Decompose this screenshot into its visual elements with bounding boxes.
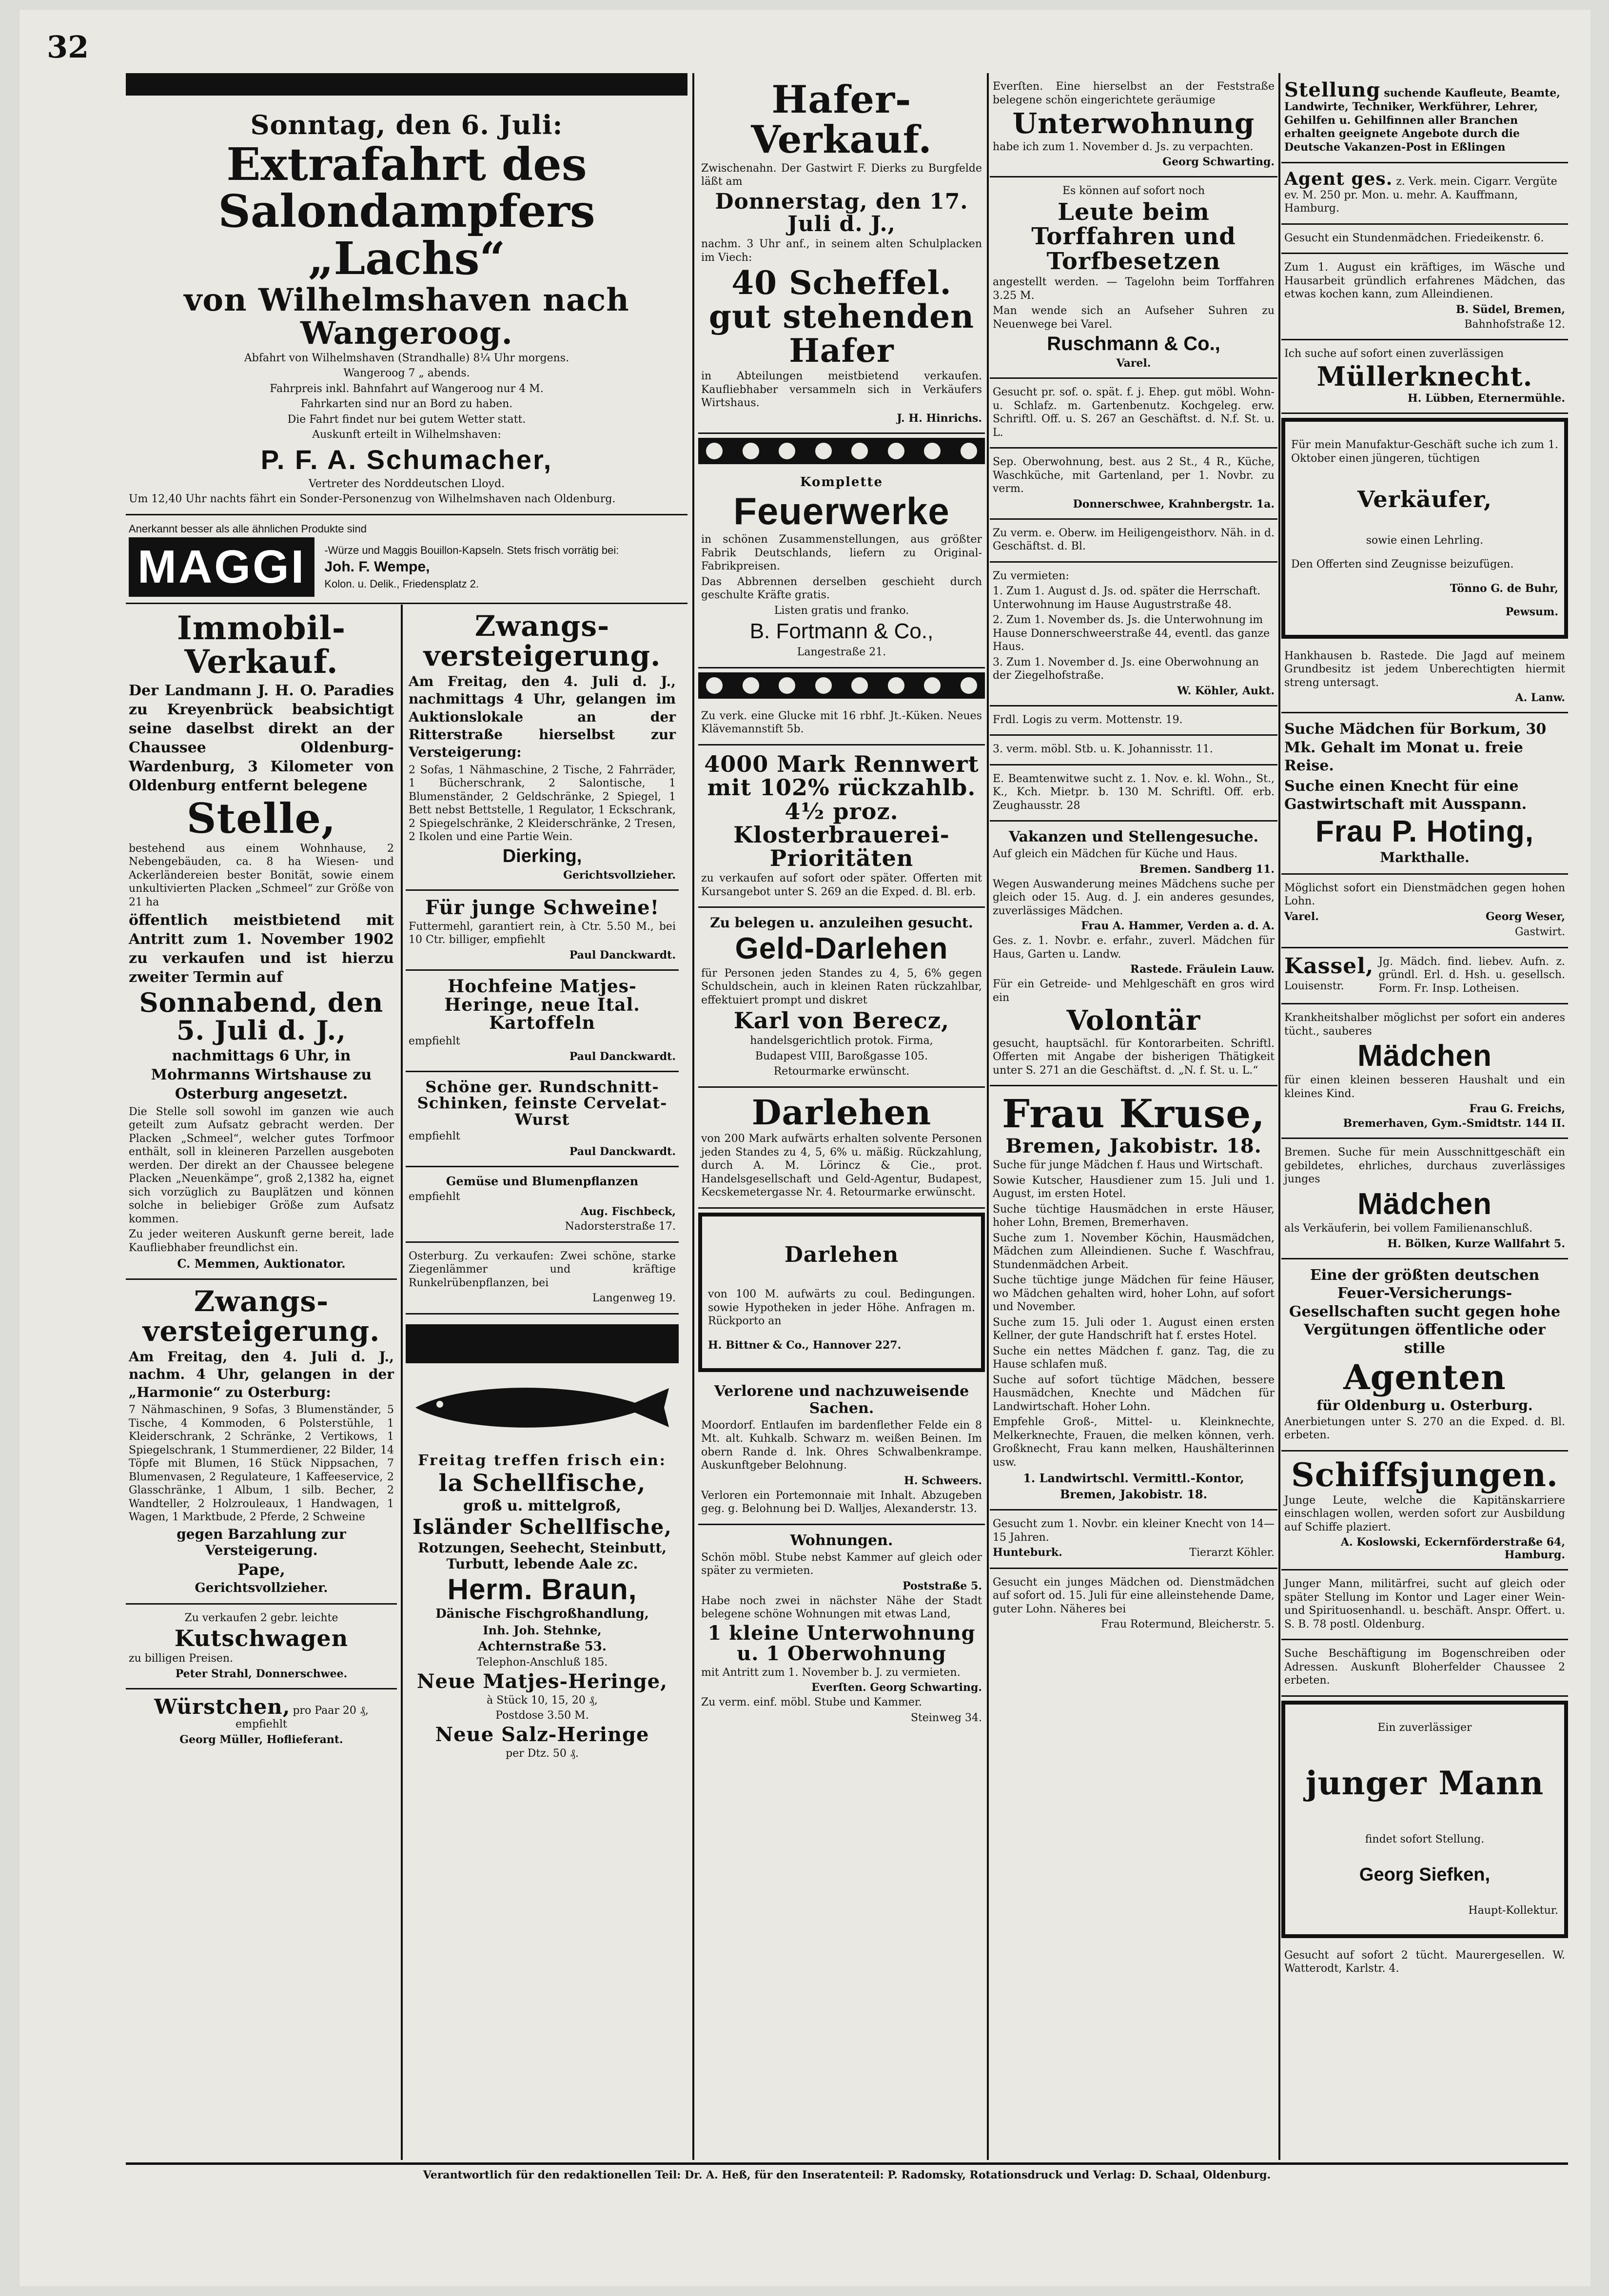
agent-ad xyxy=(1281,163,1568,225)
maurer-text: Gesucht auf sofort 2 tücht. Maurergesellen. W. Watterodt, Karlstr. 4. xyxy=(1284,1949,1565,1975)
kassel-text: Jg. Mädch. find. liebev. Aufn. z. gründl. Erl. d. Hsh. u. gesellsch. Form. Fr. Insp. Lotheisen. xyxy=(1378,955,1565,995)
gemuese-addr: Nadorsterstraße 17. xyxy=(565,1220,676,1233)
kassel-title: Kassel, xyxy=(1284,953,1374,979)
everst-sign: Georg Schwarting. xyxy=(1162,156,1275,169)
wohnungen-s3: Steinweg 34. xyxy=(910,1711,982,1724)
feuerversich-text2: Anerbietungen unter S. 270 an die Exped. d. Bl. erbeten. xyxy=(1284,1415,1565,1442)
fisch-tel: Telephon-Anschluß 185. xyxy=(476,1656,608,1669)
schiff-sign: A. Koslowski, Eckernförderstraße 64, Hamburg. xyxy=(1340,1536,1565,1562)
knecht-ad xyxy=(990,1511,1277,1569)
hafer-text3: in Abteilungen meistbietend verkaufen. Kaufliebhaber versammeln sich in Verkäufers Wirtshaus. xyxy=(701,370,982,410)
ship-agent-note: Vertreter des Norddeutschen Lloyd. xyxy=(308,477,505,490)
ship-ad xyxy=(126,104,687,515)
jagd-sign: A. Lanw. xyxy=(1515,691,1565,705)
stunden-ad xyxy=(1281,225,1568,255)
geld-ad xyxy=(698,908,985,1087)
immobil-text2: bestehend aus einem Wohnhause, 2 Nebengebäuden, ca. 8 ha Wiesen- und Ackerländereien bester Bonität, sowie einem unkultivierten Placken „Schmeel“ zur Größe von 21 ha xyxy=(129,842,394,908)
wohnungen-t3: mit Antritt zum 1. November b. J. zu vermieten. xyxy=(701,1666,961,1679)
glucke-text: Zu verk. eine Glucke mit 16 rbhf. Jt.-Küken. Neues Klävemannstift 5b. xyxy=(701,709,982,736)
matjes-ad xyxy=(406,971,679,1072)
leute-ad xyxy=(990,177,1277,379)
mark-text: zu verkaufen auf sofort oder später. Offerten mit Kursangebot unter S. 269 an die Exped. d. Bl. erb. xyxy=(701,872,982,898)
jagd-ad xyxy=(1281,643,1568,714)
schinken-title: Schöne ger. Rundschnitt-Schinken, feinste Cervelat-Wurst xyxy=(417,1077,667,1129)
maggi-ad xyxy=(126,515,687,605)
ship-headline: Extrafahrt des Salondampfers „Lachs“ xyxy=(218,137,595,285)
maedchen2-title: Mädchen xyxy=(1357,1187,1492,1221)
zwang2-ad xyxy=(126,1280,397,1604)
vakanz-title: Vakanzen und Stellengesuche. xyxy=(1008,828,1259,846)
fisch-l2: groß u. mittelgroß, xyxy=(463,1497,622,1515)
mann1-ad xyxy=(1281,1570,1568,1640)
knecht-text: Gesucht zum 1. Novbr. ein kleiner Knecht von 14—15 Jahren. xyxy=(993,1518,1275,1544)
column-4 xyxy=(990,73,1277,1639)
knecht-s2: Tierarzt Köhler. xyxy=(1189,1547,1275,1559)
ship-train-note: Um 12,40 Uhr nachts fährt ein Sonder-Personenzug von Wilhelmshaven nach Oldenburg. xyxy=(129,493,616,506)
feuer-pre: Komplette xyxy=(800,474,883,490)
small5-text: 3. verm. möbl. Stb. u. K. Johannisstr. 11. xyxy=(993,743,1213,756)
mann2-pre: Ein zuverlässiger xyxy=(1377,1721,1472,1734)
kruse-firm-addr: Bremen, Jakobistr. 18. xyxy=(1060,1487,1207,1502)
leute-city: Varel. xyxy=(1116,357,1151,370)
zwang2-title: Zwangs-versteigerung. xyxy=(142,1285,380,1348)
matjes-pre: empfiehlt xyxy=(409,1035,460,1048)
everst-title: Unterwohnung xyxy=(1012,107,1255,140)
verkaeufer-text: Für mein Manufaktur-Geschäft suche ich zum 1. Oktober einen jüngeren, tüchtigen xyxy=(1291,439,1558,465)
suedel-text: Zum 1. August ein kräftiges, im Wäsche und Hausarbeit gründlich erfahrenes Mädchen, das etwas kochen kann, zum Alleindienen. xyxy=(1284,261,1565,301)
glucke-ad xyxy=(698,703,985,746)
maggi-logo: MAGGI xyxy=(129,537,314,597)
small1-ad xyxy=(990,379,1277,449)
osterburg-sign: Langenweg 19. xyxy=(592,1292,676,1305)
mark-big: 4000 Mark Rennwert mit 102% rückzahlb. 4½ proz. Klosterbrauerei-Prioritäten xyxy=(704,750,979,872)
zwang1-sign: Dierking, xyxy=(502,845,582,866)
schweine-text: Futtermehl, garantiert rein, à Ctr. 5.50 M., bei 10 Ctr. billiger, empfiehlt xyxy=(409,920,676,946)
maggi-dealer: Joh. F. Wempe, xyxy=(324,559,430,575)
fisch-l3: Isländer Schellfische, xyxy=(412,1515,672,1539)
darlehen1-text: von 200 Mark aufwärts erhalten solvente Personen jeden Standes zu 4, 5, 6% u. mäßig. Rückzahlung, durch A. M. Lörincz & Cie., prot. Handelsgesellschaft und Geld-Agentur, Budapest, Kecskemetergasse Nr. 4. Retourmarke erwünscht. xyxy=(701,1133,982,1199)
rule-bar xyxy=(126,73,687,96)
hafer-text: Zwischenahn. Der Gastwirt F. Dierks zu Burgfelde läßt am xyxy=(701,162,982,188)
gemuese-ad xyxy=(406,1167,679,1243)
suedel-addr: Bahnhofstraße 12. xyxy=(1464,318,1565,331)
vakanz-t3: Ges. z. 1. Novbr. e. erfahr., zuverl. Mädchen für Haus, Garten u. Landw. xyxy=(993,935,1275,961)
koehler-l1: 1. Zum 1. August d. Js. od. später die Herrschaft. Unterwohnung im Hause Augustrstraße 48. xyxy=(993,585,1261,611)
feuer-addr: Langestraße 21. xyxy=(797,646,886,659)
suedel-ad xyxy=(1281,254,1568,340)
verkaeufer-text3: Den Offerten sind Zeugnisse beizufügen. xyxy=(1291,558,1514,571)
koehler-ad xyxy=(990,563,1277,706)
geld-title: Geld-Darlehen xyxy=(735,932,948,966)
gemuese-pre: empfiehlt xyxy=(409,1190,460,1203)
zwang2-bold: Am Freitag, den 4. Juli d. J., nachm. 4 Uhr, gelangen in der „Harmonie“ zu Osterburg: xyxy=(129,1348,394,1400)
leute-text: angestellt werden. — Tagelohn beim Torffahren 3.25 M. xyxy=(993,276,1275,302)
vakanz-t5: gesucht, hauptsächl. für Kontorarbeiten. Schriftl. Offerten mit Angabe der bisherigen Thätigkeit unter S. 271 an die Geschäftst. d. „N. f. St. u. L.“ xyxy=(993,1037,1275,1077)
kruse-ad xyxy=(990,1086,1277,1511)
kassel-ad xyxy=(1281,948,1568,1005)
mueller-pre: Ich suche auf sofort einen zuverlässigen xyxy=(1284,348,1504,360)
immobil-time: nachmittags 6 Uhr, in Mohrmanns Wirtshause zu Osterburg angesetzt. xyxy=(151,1047,372,1102)
buch-ad xyxy=(1281,1640,1568,1697)
zwang2-sign: Pape, xyxy=(237,1560,285,1579)
zwang1-title: Zwangs-versteigerung. xyxy=(423,609,661,672)
osterburg-text: Osterburg. Zu verkaufen: Zwei schöne, starke Ziegenlämmer und kräftige Runkelrübenpflanzen, bei xyxy=(409,1250,676,1289)
fisch-firm: Herm. Braun, xyxy=(447,1573,637,1606)
weser-ad xyxy=(1281,875,1568,948)
darlehen2-sign: H. Bittner & Co., Hannover 227. xyxy=(708,1338,902,1352)
maedchen2-pre: Bremen. Suche für mein Ausschnittgeschäft ein gebildetes, ehrliches, durchaus zuverlässiges junges xyxy=(1284,1146,1565,1186)
maedchen1-pre: Krankheitshalber möglichst per sofort ein anderes tücht., sauberes xyxy=(1284,1012,1565,1038)
immobil-text3: Die Stelle soll sowohl im ganzen wie auch geteilt zum Aufsatz gebracht werden. Der Placken „Schmeel“, welcher gutes Torfmoor enthält, soll in kleineren Parzellen ausgeboten werden. Der direkt an der Chaussee belegene Placken „Neuenkämpe“, groß 2,1382 ha, eignet sich vorzüglich zu Bauplätzen und können solche in beliebiger Größe zum Aufsatz kommen. xyxy=(129,1105,394,1225)
column-3 xyxy=(698,73,985,1732)
ship-date: Sonntag, den 6. Juli: xyxy=(250,109,563,140)
column-1-top xyxy=(126,73,687,604)
darlehen2-title: Darlehen xyxy=(784,1242,899,1267)
feuer-text3: Listen gratis und franko. xyxy=(774,604,909,617)
feuerversich-sub: für Oldenburg u. Osterburg. xyxy=(1316,1397,1533,1413)
kruse-addr: Bremen, Jakobistr. 18. xyxy=(1005,1135,1262,1158)
geld-pre: Zu belegen u. anzuleihen gesucht. xyxy=(710,915,973,931)
kruse-t6: Suche zum 15. Juli oder 1. August einen ersten Kellner, der gute Handschrift hat f. erstes Hotel. xyxy=(993,1316,1275,1342)
hoting-sub: Markthalle. xyxy=(1380,849,1470,865)
mann2-sign2: Haupt-Kollektur. xyxy=(1468,1904,1558,1917)
ship-line: Abfahrt von Wilhelmshaven (Strandhalle) 8¼ Uhr morgens. xyxy=(244,352,569,364)
fisch-m2: à Stück 10, 15, 20 ₰, xyxy=(487,1694,598,1707)
small2-ad xyxy=(990,449,1277,520)
immobil-bold: öffentlich meistbietend mit Antritt zum 1. November 1902 zu verkaufen und ist hierzu zweiter Termin auf xyxy=(129,912,394,986)
ship-agent: P. F. A. Schumacher, xyxy=(260,444,553,475)
mann1-text: Junger Mann, militärfrei, sucht auf gleich oder später Stellung im Kontor und Lager einer Wein- und Spirituosenhandl. u. beschäft. Anspr. Offert. u. S. B. 78 postl. Oldenburg. xyxy=(1284,1578,1565,1630)
immobil-date: Sonnabend, den 5. Juli d. J., xyxy=(139,987,384,1046)
wohnungen-t4: Zu verm. einf. möbl. Stube und Kammer. xyxy=(701,1696,922,1708)
zwang1-ad xyxy=(406,605,679,891)
maedchen1-sign: Frau G. Freichs, xyxy=(1469,1102,1565,1116)
feuer-text2: Das Abbrennen derselben geschieht durch geschulte Kräfte gratis. xyxy=(701,575,982,602)
page-number: 32 xyxy=(47,29,89,65)
ornament-border xyxy=(698,672,985,699)
verkaeufer-text2: sowie einen Lehrling. xyxy=(1366,534,1484,547)
maedchen1-ad xyxy=(1281,1004,1568,1139)
leute-pre: Es können auf sofort noch xyxy=(1062,185,1205,197)
mann2-title: junger Mann xyxy=(1305,1764,1544,1803)
feuer-firm: B. Fortmann & Co., xyxy=(749,619,934,644)
kruse-t5: Suche tüchtige junge Mädchen für feine Häuser, wo Mädchen gehalten wird, hoher Lohn, auf sofort und November. xyxy=(993,1274,1275,1314)
kutsch-ad xyxy=(126,1605,397,1689)
borkum-ad xyxy=(1281,713,1568,875)
wuerst-price: pro Paar 20 ₰, empfiehlt xyxy=(235,1704,369,1730)
wuerst-sign: Georg Müller, Hoflieferant. xyxy=(179,1733,343,1746)
hafer-title: Hafer-Verkauf. xyxy=(751,78,932,162)
feuer-ad xyxy=(698,468,985,668)
maedchen2-ad xyxy=(1281,1139,1568,1259)
column-rule xyxy=(1278,73,1280,2160)
hafer-sign: J. H. Hinrichs. xyxy=(897,412,982,425)
hafer-big: 40 Scheffel. gut stehenden Hafer xyxy=(708,264,975,370)
maggi-top-line: Anerkannt besser als alle ähnlichen Produkte sind xyxy=(129,522,367,535)
wohnungen-big1: 1 kleine Unterwohnung u. 1 Oberwohnung xyxy=(707,1621,976,1665)
maggi-line: -Würze und Maggis Bouillon-Kapseln. Stets frisch vorrätig bei: xyxy=(324,544,619,556)
small5-ad xyxy=(990,736,1277,765)
leute-title: Leute beim Torffahren und Torfbesetzen xyxy=(1031,198,1236,275)
hafer-text2: nachm. 3 Uhr anf., in seinem alten Schulplacken im Viech: xyxy=(701,238,982,264)
small3-ad xyxy=(990,520,1277,563)
darlehen1-title: Darlehen xyxy=(751,1092,932,1133)
schweine-sign: Paul Danckwardt. xyxy=(569,948,676,962)
small4-ad xyxy=(990,706,1277,736)
fisch-ad xyxy=(406,1445,679,1768)
fisch-m3: Postdose 3.50 M. xyxy=(495,1709,589,1722)
kruse-t7: Suche ein nettes Mädchen f. ganz. Tag, die zu Hause schlafen muß. xyxy=(993,1345,1275,1371)
fisch-firm2: Dänische Fischgroßhandlung, xyxy=(435,1607,649,1622)
osterburg-ad xyxy=(406,1243,679,1315)
darlehen2-ad xyxy=(698,1213,985,1372)
zwang1-list: 2 Sofas, 1 Nähmaschine, 2 Tische, 2 Fahrräder, 1 Bücherschrank, 2 Salontische, 1 Blumenständer, 2 Geldschränke, 2 Spiegel, 1 Bett nebst Bettstelle, 1 Regulator, 1 Eckschrank, 2 Spiegelschränke, 2 Kleiderschränke, 2 Tresen, 2 Ikolen und eine Partie Wein. xyxy=(409,764,676,844)
fish-icon xyxy=(406,1381,679,1434)
column-rule xyxy=(401,605,403,2160)
weser-sign2: Gastwirt. xyxy=(1514,926,1565,939)
geld-firm2: handelsgerichtlich protok. Firma, xyxy=(750,1035,933,1047)
kutsch-sign: Peter Strahl, Donnerschwee. xyxy=(175,1667,348,1680)
borkum-t2: Suche einen Knecht für eine Gastwirtschaft mit Ausspann. xyxy=(1284,777,1527,813)
kruse-t9: Empfehle Groß-, Mittel- u. Kleinknechte, Melkerknechte, Frauen, die melken können, verh. Großknecht, Frau kann melken, Haushälterinnen usw. xyxy=(993,1416,1275,1469)
maedchen1-title: Mädchen xyxy=(1357,1039,1492,1073)
wohnungen-s1: Poststraße 5. xyxy=(903,1579,982,1592)
kruse-title: Frau Kruse, xyxy=(1001,1091,1266,1137)
feuerversich-text: Eine der größten deutschen Feuer-Versicherungs-Gesellschaften sucht gegen hohe Vergütungen öffentliche oder stille xyxy=(1289,1266,1561,1357)
mueller-ad xyxy=(1281,340,1568,414)
vakanz-s1: Bremen. Sandberg 11. xyxy=(1139,863,1275,876)
geld-note: Retourmarke erwünscht. xyxy=(773,1065,910,1078)
darlehen1-ad xyxy=(698,1088,985,1209)
weser-city: Varel. xyxy=(1284,910,1319,923)
vakanz-t2: Wegen Auswanderung meines Mädchens suche per gleich oder 15. Aug. d. J. ein anderes gesundes, zuverlässiges Mädchen. xyxy=(993,878,1275,917)
kutsch-title: Kutschwagen xyxy=(174,1625,349,1652)
rotermund-sign: Frau Rotermund, Bleicherstr. 5. xyxy=(1100,1618,1275,1631)
small2-sign: Donnerschwee, Krahnbergstr. 1a. xyxy=(1073,497,1275,510)
fisch-addr: Achternstraße 53. xyxy=(478,1639,607,1654)
schiff-title: Schiffsjungen. xyxy=(1291,1455,1558,1494)
koehler-l2: 2. Zum 1. November ds. Js. die Unterwohnung im Hause Donnerschweerstraße 44, eventl. das ganze Haus. xyxy=(993,614,1270,653)
vakanz-title2: Volontär xyxy=(1066,1004,1201,1037)
ship-route: von Wilhelmshaven nach Wangeroog. xyxy=(184,282,629,352)
vakanz-ad xyxy=(990,822,1277,1086)
wohnungen-t2: Habe noch zwei in nächster Nähe der Stadt belegene schöne Wohnungen mit etwas Land, xyxy=(701,1594,982,1620)
gemuese-sign: Aug. Fischbeck, xyxy=(580,1205,676,1218)
vakanz-s2: Frau A. Hammer, Verden a. d. A. xyxy=(1081,920,1275,933)
wohnungen-t1: Schön möbl. Stube nebst Kammer auf gleich oder später zu vermieten. xyxy=(701,1551,982,1577)
everst-text2: habe ich zum 1. November d. Js. zu verpachten. xyxy=(993,140,1254,153)
verkaeufer-title: Verkäufer, xyxy=(1357,486,1492,513)
fisch-head: Freitag treffen frisch ein: xyxy=(418,1452,667,1469)
rotermund-ad xyxy=(990,1569,1277,1639)
suedel-sign: B. Südel, Bremen, xyxy=(1456,303,1565,316)
kruse-t3: Suche tüchtige Hausmädchen in erste Häuser, hoher Lohn, Bremen, Bremerhaven. xyxy=(993,1203,1275,1229)
small6-ad xyxy=(990,765,1277,822)
maedchen1-addr: Bremerhaven, Gym.-Smidtstr. 144 II. xyxy=(1343,1117,1565,1130)
verkaeufer-city: Pewsum. xyxy=(1505,605,1558,618)
geld-firm: Karl von Berecz, xyxy=(733,1007,950,1034)
schinken-sign: Paul Danckwardt. xyxy=(569,1145,676,1158)
fisch-l1: la Schellfische, xyxy=(438,1469,646,1497)
immobil-text4: Zu jeder weiteren Auskunft gerne bereit, lade Kaufliebhaber freundlichst ein. xyxy=(129,1228,394,1254)
fisch-m5: per Dtz. 50 ₰. xyxy=(506,1747,579,1760)
column-rule xyxy=(987,73,989,2160)
hoting-title: Frau P. Hoting, xyxy=(1315,814,1534,848)
wohnungen-s2: Everſten. Georg Schwarting. xyxy=(811,1681,982,1694)
ornament-border xyxy=(698,438,985,464)
schweine-ad xyxy=(406,891,679,971)
ship-line: Die Fahrt findet nur bei gutem Wetter statt. xyxy=(287,413,526,426)
verloren-t1: Moordorf. Entlaufen im bardenflether Felde ein 8 Mt. alt. Kuhkalb. Schwarz m. weißen Beinen. Im obern Rande d. lnk. Ohres Schwalbenkrampe. Auskunftgeber Belohnung. xyxy=(701,1419,982,1472)
schiff-text: Junge Leute, welche die Kapitänskarriere einschlagen wollen, werden sofort zur Ausbildung auf Schiffe plaziert. xyxy=(1284,1494,1565,1533)
vakanz-s3: Rastede. Fräulein Lauw. xyxy=(1130,963,1275,976)
rule-bar xyxy=(406,1324,679,1363)
mueller-title: Müllerknecht. xyxy=(1316,360,1533,392)
mann2-sign: Georg Siefken, xyxy=(1359,1864,1491,1885)
zwang2-sign2: Gerichtsvollzieher. xyxy=(195,1580,328,1595)
hafer-date: Donnerstag, den 17. Juli d. J., xyxy=(715,189,968,236)
verkaeufer-ad xyxy=(1281,418,1568,638)
fisch-m1: Neue Matjes-Heringe, xyxy=(416,1669,668,1693)
kruse-t1: Suche für junge Mädchen f. Haus und Wirtschaft. xyxy=(993,1159,1263,1172)
stellung-ad xyxy=(1281,73,1568,163)
leute-firm: Ruschmann & Co., xyxy=(1047,333,1220,355)
matjes-title: Hochfeine Matjes-Heringe, neue Ital. Kartoffeln xyxy=(444,976,640,1034)
knecht-s1: Hunteburk. xyxy=(993,1546,1062,1559)
maurer-ad xyxy=(1281,1942,1568,1983)
gemuese-title: Gemüse und Blumenpflanzen xyxy=(446,1174,639,1188)
column-rule xyxy=(692,73,694,2160)
feuerversich-ad xyxy=(1281,1259,1568,1452)
schinken-ad xyxy=(406,1072,679,1167)
mann2-ad xyxy=(1281,1701,1568,1938)
zwang2-bold2: gegen Barzahlung zur Versteigerung. xyxy=(177,1526,346,1558)
verloren-ad xyxy=(698,1376,985,1525)
matjes-sign: Paul Danckwardt. xyxy=(569,1050,676,1063)
wuerst-ad xyxy=(126,1689,397,1754)
feuer-text: in schönen Zusammenstellungen, aus größter Fabrik Deutschlands, liefern zu Original-Fabrikpreisen. xyxy=(701,533,982,573)
everst-ad xyxy=(990,73,1277,177)
rotermund-text: Gesucht ein junges Mädchen od. Dienstmädchen auf sofort od. 15. Juli für eine alleinstehende Dame, guter Lohn. Näheres bei xyxy=(993,1576,1275,1615)
ship-line: Fahrpreis inkl. Bahnfahrt auf Wangeroog nur 4 M. xyxy=(270,382,544,395)
column-1a xyxy=(126,605,397,1754)
zwang1-sign2: Gerichtsvollzieher. xyxy=(563,868,676,882)
imprint-footer: Verantwortlich für den redaktionellen Teil: Dr. A. Heß, für den Inseratenteil: P. Radomsky, Rotationsdruck und Verlag: D. Schaal, Oldenburg. xyxy=(126,2162,1568,2181)
stellung-title: Stellung xyxy=(1284,78,1381,101)
buch-text: Suche Beschäftigung im Bogenschreiben oder Adressen. Auskunft Bloherfelder Chaussee 2 erbeten. xyxy=(1284,1648,1565,1687)
immobil-big: Stelle, xyxy=(186,794,336,843)
mann2-text: findet sofort Stellung. xyxy=(1365,1833,1485,1845)
immobil-sign: C. Memmen, Auktionator. xyxy=(177,1256,346,1271)
column-5 xyxy=(1281,73,1568,1983)
vakanz-t1: Auf gleich ein Mädchen für Küche und Haus. xyxy=(993,848,1238,861)
agent-text: z. Verk. mein. Cigarr. Vergüte ev. M. 250 pr. Mon. u. mehr. A. Kauffmann, Hamburg. xyxy=(1284,176,1557,215)
zwang2-list: 7 Nähmaschinen, 9 Sofas, 3 Blumenständer, 5 Tische, 4 Kommoden, 6 Polsterstühle, 1 Kleiderschrank, 2 Schränke, 2 Vertikows, 1 Spiegelschrank, 1 Stummerdiener, 22 Bilder, 14 Töpfe mit Blumen, 16 Stück Nippsachen, 7 Blumenvasen, 2 Regulateure, 1 Kaffeeservice, 2 Glasschränke, 1 Album, 1 silb. Becher, 2 Wandteller, 2 Holzrouleaux, 1 Handwagen, 1 Wagen, 1 Marktbude, 2 Pferde, 2 Schweine xyxy=(129,1404,394,1524)
maedchen2-text: als Verkäuferin, bei vollem Familienanschluß. xyxy=(1284,1222,1533,1235)
fisch-owner: Inh. Joh. Stehnke, xyxy=(483,1623,602,1638)
small2-text: Sep. Oberwohnung, best. aus 2 St., 4 R., Küche, Waschküche, mit Gartenland, per 1. Novbr. zu verm. xyxy=(993,456,1275,495)
kruse-t2: Sowie Kutscher, Hausdiener zum 15. Juli und 1. August, im ersten Hotel. xyxy=(993,1174,1275,1200)
small3-text: Zu verm. e. Oberw. im Heiligengeisthorv. Näh. in d. Geschäftst. d. Bl. xyxy=(993,527,1275,553)
column-1b xyxy=(406,605,679,1768)
small1-text: Gesucht pr. sof. o. spät. f. j. Ehep. gut möbl. Wohn- u. Schlafz. m. Gartenbenutz. Kochgeleg. erw. Schriftl. Off. u. S. 267 an Geschäftst. d. N.f. St. u. L. xyxy=(993,386,1275,439)
everst-text: Everſten. Eine hierselbst an der Feststraße belegene schön eingerichtete geräumige xyxy=(993,80,1275,106)
zwang1-bold: Am Freitag, den 4. Juli d. J., nachmittags 4 Uhr, gelangen im Auktionslokale an der Ritterstraße hierselbst zur Versteigerung: xyxy=(409,673,676,761)
fisch-l4: Rotzungen, Seehecht, Steinbutt, Turbutt, lebende Aale zc. xyxy=(417,1540,667,1572)
ship-line: Fahrkarten sind nur an Bord zu haben. xyxy=(300,398,513,411)
kutsch-pre: Zu verkaufen 2 gebr. leichte xyxy=(184,1611,338,1624)
ship-line: Wangeroog 7 „ abends. xyxy=(343,367,470,380)
small6-text: E. Beamtenwitwe sucht z. 1. Nov. e. kl. Wohn., St., K., Kch. Mietpr. b. 130 M. Schriftl. Off. erb. Zeughausstr. 28 xyxy=(993,772,1275,812)
kutsch-text: zu billigen Preisen. xyxy=(129,1652,234,1665)
leute-text2: Man wende sich an Aufseher Suhren zu Neuenwege bei Varel. xyxy=(993,305,1275,331)
schiff-ad xyxy=(1281,1452,1568,1571)
kruse-t8: Suche auf sofort tüchtige Mädchen, bessere Hausmädchen, Knechte und Mädchen für Landwirtschaft. Hoher Lohn. xyxy=(993,1374,1275,1413)
geld-addr: Budapest VIII, Baroßgasse 105. xyxy=(755,1050,928,1062)
feuerversich-title: Agenten xyxy=(1343,1357,1506,1398)
verloren-s1: H. Schweers. xyxy=(904,1474,982,1487)
wohnungen-ad xyxy=(698,1525,985,1733)
verloren-title: Verlorene und nachzuweisende Sachen. xyxy=(714,1382,969,1417)
schweine-title: Für junge Schweine! xyxy=(425,896,660,919)
immobil-title: Immobil-Verkauf. xyxy=(177,609,346,681)
fisch-m4: Neue Salz-Heringe xyxy=(435,1723,649,1746)
kruse-t4: Suche zum 1. November Köchin, Hausmädchen, Mädchen zum Alleindienen. Suche f. Waschfrau, Stundenmädchen Arbeit. xyxy=(993,1232,1275,1271)
kassel-sub: Louisenstr. xyxy=(1284,980,1344,993)
stellung-text: suchende Kaufleute, Beamte, Landwirte, Techniker, Werkführer, Lehrer, Gehilfen u. Gehilfinnen aller Branchen erhalten geeignete Angebote durch die Deutsche Vakanzen-Post in Eßlingen xyxy=(1284,87,1560,154)
maedchen1-text: für einen kleinen besseren Haushalt und ein kleines Kind. xyxy=(1284,1074,1565,1100)
mark-ad xyxy=(698,746,985,908)
schinken-pre: empfiehlt xyxy=(409,1130,460,1143)
verloren-t2: Verloren ein Portemonnaie mit Inhalt. Abzugeben geg. g. Belohnung bei D. Walljes, Alexanderstr. 13. xyxy=(701,1489,982,1515)
borkum-t1: Suche Mädchen für Borkum, 30 Mk. Gehalt im Monat u. freie Reise. xyxy=(1284,721,1547,775)
darlehen2-text: von 100 M. aufwärts zu coul. Bedingungen. sowie Hypotheken in jeder Höhe. Anfragen m. Rückporto an xyxy=(708,1288,975,1327)
feuer-title: Feuerwerke xyxy=(733,489,950,532)
wohnungen-title: Wohnungen. xyxy=(790,1531,893,1549)
stunden-text: Gesucht ein Stundenmädchen. Friedeikenstr. 6. xyxy=(1284,232,1544,244)
agent-title: Agent ges. xyxy=(1284,169,1393,189)
weser-text: Möglichst sofort ein Dienstmädchen gegen hohen Lohn. xyxy=(1284,882,1565,908)
weser-sign: Georg Weser, xyxy=(1485,910,1565,923)
koehler-sign: W. Köhler, Aukt. xyxy=(1177,684,1275,697)
immobil-text: Der Landmann J. H. O. Paradies zu Kreyenbrück beabsichtigt seine daselbst direkt an der Chaussee Oldenburg-Wardenburg, 3 Kilometer von Oldenburg entfernt belegene xyxy=(129,682,394,794)
koehler-l3: 3. Zum 1. November d. Js. eine Oberwohnung an der Ziegelhofstraße. xyxy=(993,656,1259,682)
geld-text: für Personen jeden Standes zu 4, 5, 6% gegen Schuldschein, auch in kleinen Raten rückzahlbar, effektuiert prompt und diskret xyxy=(701,967,982,1006)
jagd-text: Hankhausen b. Rastede. Die Jagd auf meinem Grundbesitz ist jedem Unberechtigten hiermit streng untersagt. xyxy=(1284,649,1565,689)
mueller-sign: H. Lübben, Eternermühle. xyxy=(1407,392,1565,405)
immobil-ad xyxy=(126,605,397,1280)
vakanz-t4: Für ein Getreide- und Mehlgeschäft en gros wird ein xyxy=(993,978,1275,1004)
verkaeufer-sign: Tönno G. de Buhr, xyxy=(1450,582,1558,595)
hafer-ad xyxy=(698,73,985,434)
koehler-pre: Zu vermieten: xyxy=(993,569,1069,582)
small4-text: Frdl. Logis zu verm. Mottenstr. 19. xyxy=(993,713,1183,726)
kruse-firm: 1. Landwirtschl. Vermittl.-Kontor, xyxy=(1023,1471,1244,1486)
maggi-dealer-note: Kolon. u. Delik., Friedensplatz 2. xyxy=(324,578,479,590)
ship-line: Auskunft erteilt in Wilhelmshaven: xyxy=(312,429,501,441)
maedchen2-sign: H. Bölken, Kurze Wallfahrt 5. xyxy=(1387,1237,1565,1250)
wuerst-title: Würstchen, xyxy=(154,1694,291,1719)
